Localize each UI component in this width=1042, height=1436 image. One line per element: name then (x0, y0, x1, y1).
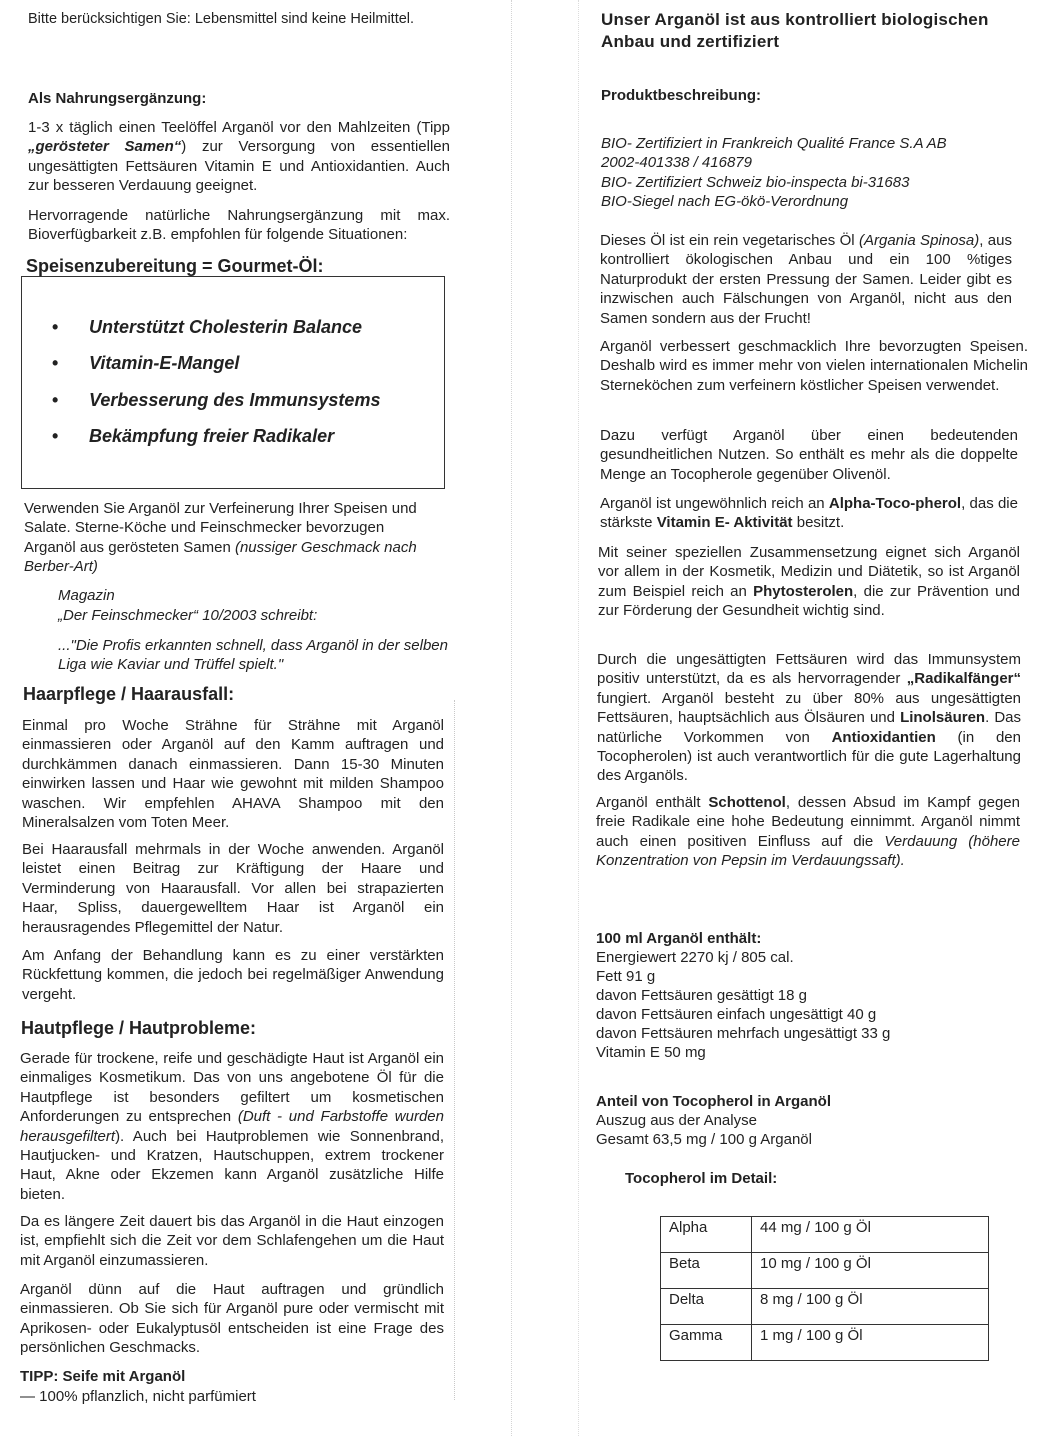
nutrition-line: Vitamin E 50 mg (596, 1044, 706, 1061)
desc6-text-g: (in den Tocopherolen) ist auch verantwortlich für die gute Lagerhaltung des Arganöls. (597, 728, 1021, 785)
description-paragraph-6 (597, 650, 1021, 786)
table-row (661, 1325, 989, 1361)
bullet-icon: • (52, 353, 59, 374)
desc4-text-a: Arganöl ist ungewöhnlich reich an (600, 495, 829, 512)
description-paragraph-5 (598, 543, 1020, 621)
skin-text-a: Gerade für trockene, reife und geschädigte Haut ist Arganöl ein einmaliges Kosmetikum. Das von uns angebotene Öl für die Hautpflege ist besonders gefiltert um kosmetischen Anforderungen zu entsprechen (20, 1050, 444, 1126)
skin-text-c: ). Auch bei Hautproblemen wie Sonnenbrand, Hautjucken- und Kratzen, Hautschuppen, extrem trockener Haut, Akne oder Ekzemen kann Arganöl zusätzliche Hilfe bieten. (20, 1127, 444, 1203)
supplement-heading: Als Nahrungsergänzung: (28, 90, 207, 107)
table-cell-name: Gamma (661, 1325, 752, 1361)
desc7-text-c: , dessen Absud im Kampf gegen freie Radikale eine hohe Bedeutung einnimmt. Arganöl nimmt auch einen positiven Einfluss auf die (596, 794, 1020, 850)
bullet-icon: • (52, 317, 59, 337)
fold-line-3 (454, 700, 455, 1400)
description-paragraph-1 (600, 231, 1012, 328)
hair-paragraph-1: Einmal pro Woche Strähne für Strähne mit Arganöl einmassieren oder Arganöl auf den Kamm auftragen und durchkämmen danach einmassieren. Dann 15-30 Minuten einwirken lassen und Haar wie gewohnt mit milden Shampoo waschen. Wir empfehlen AHAVA Shampoo mit den Mineralsalzen vom Toten Meer. (22, 717, 444, 832)
desc6-text-c: fungiert. Arganöl besteht zu über 80% aus ungesättigten Fettsäuren, hauptsächlich aus Ölsäuren und (597, 689, 1021, 727)
desc6-text-a: Durch die ungesättigten Fettsäuren wird das Immunsystem positiv unterstützt, da es als hervorragender (597, 651, 1021, 688)
desc7-schottenol: Schottenol (708, 794, 786, 811)
product-description-heading: Produktbeschreibung: (601, 87, 762, 104)
benefits-box (21, 276, 445, 489)
supplement-tip: „gerösteter Samen“ (28, 138, 182, 156)
gourmet-text-a: Verwenden Sie Arganöl zur Verfeinerung Ihrer Speisen und Salate. Sterne-Köche und Feinschmecker bevorzugen Arganöl aus gerösteten Samen (24, 500, 417, 556)
desc5-phytosterols: Phytosterolen (753, 582, 854, 600)
nutrition-line: Fett 91 g (596, 968, 656, 985)
magazine-label: Magazin (58, 587, 115, 604)
magazine-quote: ..."Die Profis erkannten schnell, dass Arganöl in der selben Liga wie Kaviar und Trüffel spielt." (58, 637, 448, 674)
benefit-label: Verbesserung des Immunsystems (89, 389, 381, 410)
skin-paragraph-1 (20, 1049, 444, 1204)
supplement-text-a: 1-3 x täglich einen Teelöffel Arganöl vor den Mahlzeiten (Tipp (28, 119, 450, 136)
supplement-paragraph-2: Hervorragende natürliche Nahrungsergänzung mit max. Bioverfügbarkeit z.B. empfohlen für folgende Situationen: (28, 207, 450, 244)
gourmet-paragraph (24, 499, 438, 577)
description-paragraph-4 (600, 494, 1018, 533)
desc4-alpha: Alpha-Toco-pherol (828, 495, 962, 512)
desc5-text-c: , die zur Prävention und zur Förderung der Gesundheit wichtig sind. (598, 582, 1021, 620)
desc6-antioxidants: Antioxidantien (831, 728, 936, 746)
disclaimer-note: Bitte berücksichtigen Sie: Lebensmittel sind keine Heilmittel. (28, 11, 415, 27)
benefits-list (52, 317, 380, 462)
desc6-linol: Linolsäuren (900, 709, 986, 727)
desc4-vitamin: Vitamin E- Aktivität (656, 514, 793, 532)
skin-heading: Hautpflege / Hautprobleme: (21, 1018, 257, 1038)
page-title: Unser Arganöl ist aus kontrolliert biologischen Anbau und zertifiziert (601, 10, 989, 51)
list-item (52, 390, 380, 426)
tocopherol-table (660, 1216, 989, 1361)
nutrition-line: Energiewert 2270 kj / 805 cal. (596, 949, 794, 966)
description-paragraph-2: Arganöl verbessert geschmacklich Ihre bevorzugten Speisen. Deshalb wird es immer mehr von vielen internationalen Michelin Sterneköchen zum verfeinern köstlicher Speisen verwendet. (600, 338, 1028, 394)
tip-text: — 100% pflanzlich, nicht parfümiert (20, 1388, 256, 1405)
table-cell-value: 8 mg / 100 g Öl (752, 1289, 989, 1325)
table-row (661, 1289, 989, 1325)
table-cell-value: 44 mg / 100 g Öl (752, 1217, 989, 1253)
skin-paragraph-2: Da es längere Zeit dauert bis das Arganöl in die Haut einzogen ist, empfiehlt sich die Zeit vor dem Schlafengehen um die Haut mit Arganöl einzumassieren. (20, 1213, 444, 1269)
description-paragraph-7 (596, 793, 1020, 871)
supplement-paragraph-1 (28, 118, 450, 196)
desc5-text-a: Mit seiner speziellen Zusammensetzung eignet sich Arganöl vor allem in der Kosmetik, Medizin und Diätetik, so ist Arganöl zum Beispiel reich an (598, 544, 1020, 600)
cert-line: BIO- Zertifiziert in Frankreich Qualité France S.A AB (601, 135, 947, 152)
benefit-label: Vitamin-E-Mangel (89, 353, 240, 374)
list-item (52, 317, 380, 353)
cert-line: BIO-Siegel nach EG-ökö-Verordnung (601, 193, 849, 210)
gourmet-heading: Speisenzubereitung = Gourmet-Öl: (26, 256, 324, 276)
benefit-label: Bekämpfung freier Radikaler (89, 425, 335, 446)
tocopherol-heading: Anteil von Tocopherol in Arganöl (596, 1093, 831, 1110)
desc7-text-d: Verdauung (höhere Konzentration von Pepsin im Verdauungssaft). (596, 832, 1020, 870)
table-cell-name: Beta (661, 1253, 752, 1289)
nutrition-line: davon Fettsäuren mehrfach ungesättigt 33 g (596, 1025, 891, 1042)
cert-line: 2002-401338 / 416879 (601, 154, 752, 171)
nutrition-heading: 100 ml Arganöl enthält: (596, 930, 762, 947)
fold-line-2 (578, 0, 579, 1436)
desc7-text-a: Arganöl enthält (596, 794, 709, 811)
list-item (52, 426, 380, 462)
magazine-title: „Der Feinschmecker“ 10/2003 schreibt: (58, 607, 318, 624)
description-paragraph-3: Dazu verfügt Arganöl über einen bedeutenden gesundheitlichen Nutzen. So enthält es mehr als die doppelte Menge an Tocopherole gegenüber Olivenöl. (600, 427, 1018, 483)
nutrition-line: davon Fettsäuren gesättigt 18 g (596, 987, 807, 1004)
table-cell-value: 1 mg / 100 g Öl (752, 1325, 989, 1361)
table-cell-value: 10 mg / 100 g Öl (752, 1253, 989, 1289)
table-cell-name: Alpha (661, 1217, 752, 1253)
desc6-radical: „Radikalfänger“ (906, 670, 1021, 688)
desc1-latin-name: (Argania Spinosa) (859, 232, 980, 249)
tocopherol-total: Gesamt 63,5 mg / 100 g Arganöl (596, 1131, 812, 1148)
bullet-icon: • (52, 425, 59, 446)
table-row (661, 1253, 989, 1289)
nutrition-line: davon Fettsäuren einfach ungesättigt 40 g (596, 1006, 877, 1023)
hair-paragraph-3: Am Anfang der Behandlung kann es zu einer verstärkten Rückfettung kommen, die jedoch bei regelmäßiger Anwendung vergeht. (22, 947, 444, 1003)
desc4-text-c: , das die stärkste (600, 495, 1018, 532)
list-item (52, 353, 380, 389)
desc4-text-e: besitzt. (792, 514, 845, 532)
benefit-label: Unterstützt Cholesterin Balance (89, 317, 363, 337)
hair-heading: Haarpflege / Haarausfall: (23, 684, 235, 704)
skin-paragraph-3: Arganöl dünn auf die Haut auftragen und gründlich einmassieren. Ob Sie sich für Arganöl pure oder vermischt mit Aprikosen- oder Eukalyptusöl entscheiden ist eine Frage des persönlichen Geschmacks. (20, 1281, 444, 1357)
hair-paragraph-2: Bei Haarausfall mehrmals in der Woche anwenden. Arganöl leistet einen Beitrag zur Kräftigung der Haare und Verminderung von Haarausfall. Vor allen bei strapazierten Haar, Spliss, dauergewelltem Haar ist Arganöl ein herausragendes Pflegemittel der Natur. (22, 841, 444, 936)
tocopherol-subline: Auszug aus der Analyse (596, 1112, 757, 1129)
supplement-text-c: ) zur Versorgung von essentiellen ungesättigten Fettsäuren Vitamin E und Antioxidantien. Auch zur besseren Verdauung geeignet. (28, 138, 450, 195)
gourmet-text-b: (nussiger Geschmack nach Berber-Art) (24, 538, 417, 576)
table-row (661, 1217, 989, 1253)
fold-line (511, 0, 512, 1436)
skin-text-b: (Duft - und Farbstoffe wurden herausgefiltert (20, 1108, 444, 1145)
cert-line: BIO- Zertifiziert Schweiz bio-inspecta bi-31683 (601, 174, 910, 191)
bullet-icon: • (52, 389, 59, 410)
tip-title: TIPP: Seife mit Arganöl (20, 1368, 186, 1385)
table-cell-name: Delta (661, 1289, 752, 1325)
desc1-text-c: , aus kontrolliert ökologischen Anbau und ein 100 %tiges Naturprodukt der ersten Pressung der Samen. Leider gibt es inzwischen auch Fälschungen von Arganöl, nicht aus den Samen sondern aus der Frucht! (600, 232, 1012, 327)
desc1-text-a: Dieses Öl ist ein rein vegetarisches Öl (600, 232, 859, 249)
desc6-text-e: . Das natürliche Vorkommen von (597, 709, 1021, 746)
tocopherol-detail-heading: Tocopherol im Detail: (625, 1170, 778, 1187)
